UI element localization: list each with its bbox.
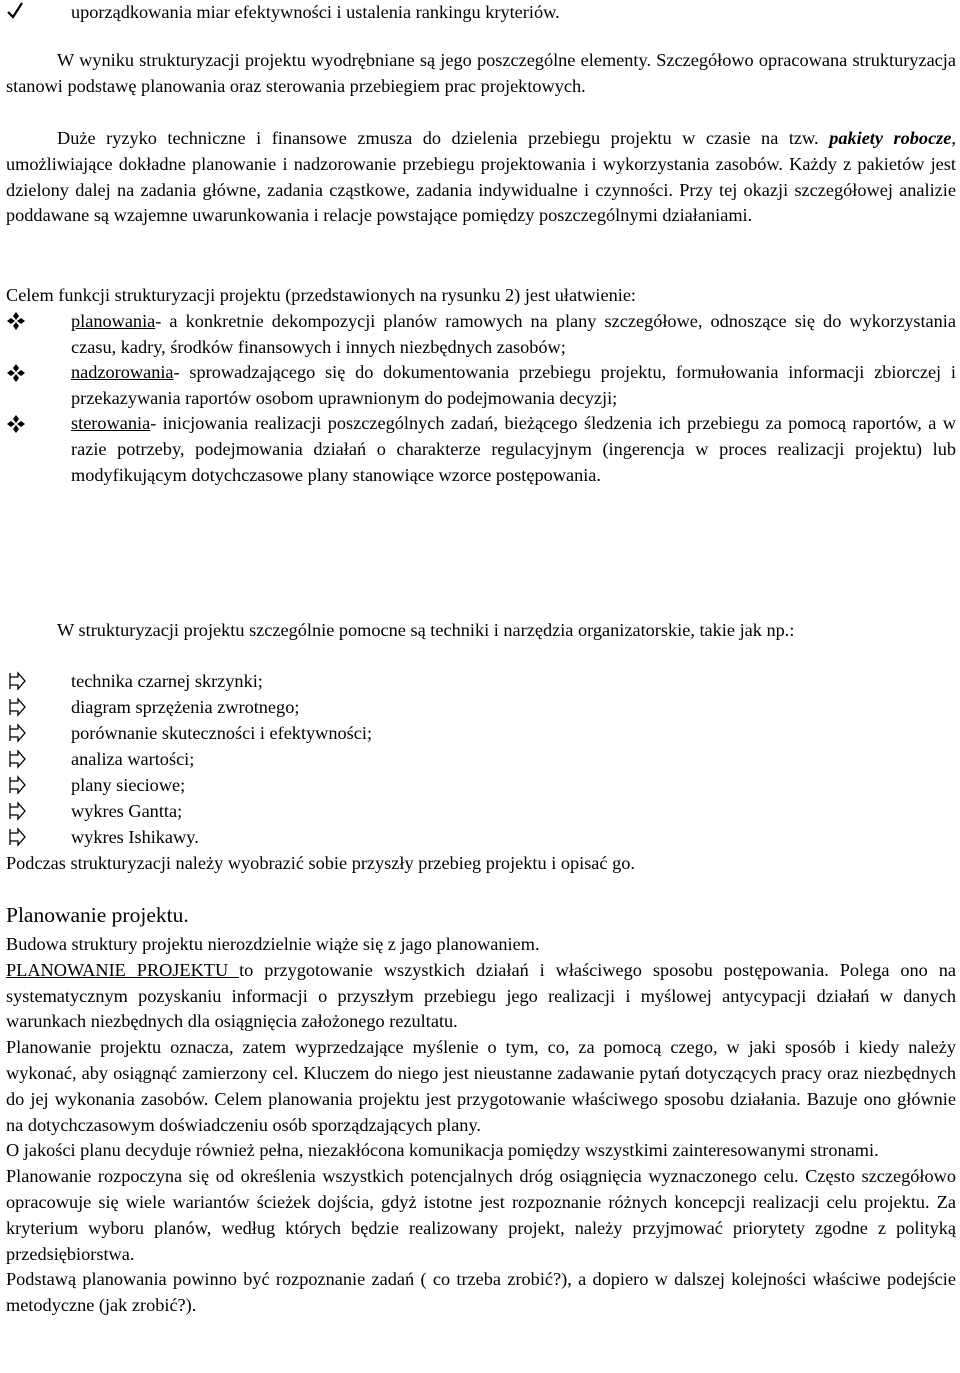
paragraph: O jakości planu decyduje również pełna, niezakłócona komunikacja pomiędzy wszystkimi zainteresowanymi stronami. [6, 1140, 879, 1161]
functions-intro: Celem funkcji strukturyzacji projektu (przedstawionych na rysunku 2) jest ułatwienie: [6, 285, 637, 305]
paragraph: Planowanie projektu oznacza, zatem wyprzedzające myślenie o tym, co, za pomocą czego, w jaki sposób i kiedy należy wykonać, aby osiągnąć zamierzony cel. Kluczem do niego jest nieustanne zadawanie pytań dotyczących pracy oraz niezbędnych do jej wykonania zasobów. Celem planowania projektu jest przygotowanie właściwego sposobu działania. Bazuje ono głównie na dotychczasowym doświadczeniu osób sporządzających plany. [6, 1037, 956, 1135]
right-arrow-bullet-icon [6, 697, 36, 717]
diamond-bullet-icon [6, 363, 36, 383]
function-item-planning [71, 309, 956, 361]
top-list-item: uporządkowania miar efektywności i ustalenia rankingu kryteriów. [71, 2, 560, 22]
function-item-monitoring [71, 360, 956, 412]
paragraph-definition [6, 958, 956, 1035]
paragraph: Budowa struktury projektu nierozdzielnie wiąże się z jago planowaniem. [6, 934, 540, 954]
list-item: wykres Gantta; [71, 801, 183, 821]
right-arrow-bullet-icon [6, 749, 36, 769]
techniques-intro: W strukturyzacji projektu szczególnie pomocne są techniki i narzędzia organizatorskie, takie jak np.: [57, 620, 795, 640]
section-heading: Planowanie projektu. [6, 903, 189, 927]
right-arrow-bullet-icon [6, 801, 36, 821]
right-arrow-bullet-icon [6, 723, 36, 743]
work-packages-term: pakiety robocze [829, 128, 952, 148]
function-item-control [71, 411, 956, 488]
paragraph-work-packages [6, 126, 956, 229]
right-arrow-bullet-icon [6, 671, 36, 691]
para2-part2: , umożliwiające dokładne planowanie i nadzorowanie przebiegu projektowania i wykorzystania zasobów. Każdy z pakietów jest dzielony dalej na zadania główne, zadania cząstkowe, zadania indywidualne i czynności. Przy tej okazji szczegółowej analizie poddawane są wzajemne uwarunkowania i relacje powstające pomiędzy poszczególnymi działaniami. [6, 128, 956, 226]
function-term: planowania [71, 311, 156, 331]
function-text: - a konkretnie dekompozycji planów ramowych na plany szczegółowe, odnoszące się do wykorzystania czasu, kadry, środków finansowych i innych niezbędnych zasobów; [71, 311, 956, 357]
list-item: analiza wartości; [71, 749, 195, 769]
function-term: nadzorowania [71, 362, 174, 382]
planning-definition-text: to przygotowanie wszystkich działań i właściwego sposobu postępowania. Polega ono na systematycznym pozyskaniu informacji o przyszłym przebiegu jego realizacji i myślowej antycypacji działań w danych warunkach niezbędnych dla osiągnięcia założonego rezultatu. [6, 959, 956, 1032]
function-text: - sprowadzającego się do dokumentowania przebiegu projektu, formułowania informacji zbiorczej i przekazywania raportów osobom uprawnionym do podejmowania decyzji; [71, 362, 956, 408]
paragraph-structuring-elements: W wyniku strukturyzacji projektu wyodrębniane są jego poszczególne elementy. Szczegółowo opracowana strukturyzacja stanowi podstawę planowania oraz sterowania przebiegiem prac projektowych. [6, 50, 956, 96]
right-arrow-bullet-icon [6, 775, 36, 795]
list-item: plany sieciowe; [71, 775, 186, 795]
checkmark-icon [6, 0, 36, 22]
list-item: technika czarnej skrzynki; [71, 671, 263, 691]
planning-definition-term: PLANOWANIE PROJEKTU [6, 959, 240, 980]
function-term: sterowania [71, 413, 151, 433]
para2-part1: Duże ryzyko techniczne i finansowe zmusza do dzielenia przebiegu projektu w czasie na tzw. [57, 128, 819, 148]
paragraph: Podstawą planowania powinno być rozpoznanie zadań ( co trzeba zrobić?), a dopiero w dalszej kolejności właściwe podejście metodyczne (jak zrobić?). [6, 1269, 956, 1316]
planning-section [6, 932, 956, 1319]
structuring-note: Podczas strukturyzacji należy wyobrazić sobie przyszły przebieg projektu i opisać go. [6, 853, 635, 873]
right-arrow-bullet-icon [6, 827, 36, 847]
list-item: diagram sprzężenia zwrotnego; [71, 697, 300, 717]
diamond-bullet-icon [6, 414, 36, 434]
list-item: porównanie skuteczności i efektywności; [71, 723, 373, 743]
paragraph: Planowanie rozpoczyna się od określenia wszystkich potencjalnych dróg osiągnięcia wyznaczonego celu. Często szczegółowo opracowuje się wiele wariantów ścieżek dojścia, gdyż istotne jest rozpoznanie różnych koncepcji realizacji celu projektu. Za kryterium wyboru planów, według których będzie realizowany projekt, należy przyjmować priorytety zgodne z polityką przedsiębiorstwa. [6, 1166, 956, 1264]
function-text: - inicjowania realizacji poszczególnych zadań, bieżącego śledzenia ich przebiegu za pomocą raportów, a w razie potrzeby, podejmowania działań o charakterze regulacyjnym (ingerencja w proces realizacji projektu) lub modyfikującym dotychczasowe plany stanowiące wzorce postępowania. [71, 413, 956, 485]
diamond-bullet-icon [6, 311, 36, 331]
list-item: wykres Ishikawy. [71, 827, 199, 847]
